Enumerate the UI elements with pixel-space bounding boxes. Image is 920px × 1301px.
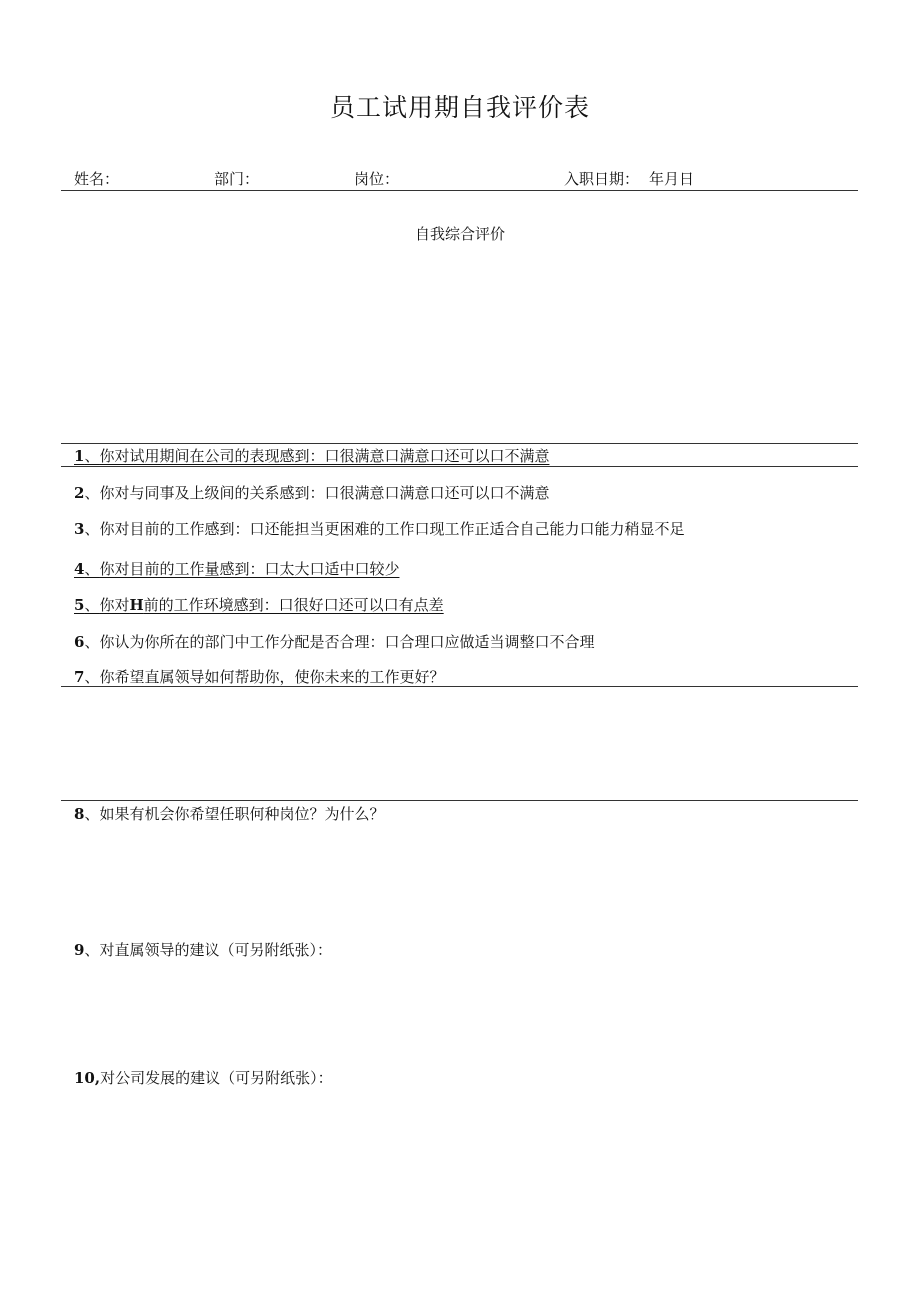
question-2 [74,482,549,503]
question-number: 9 [74,941,85,959]
question-text-part: H [129,596,144,614]
question-separator: 、 [84,633,100,651]
info-row [74,168,860,190]
question-text: 如果有机会你希望任职何种岗位？为什么？ [99,805,385,823]
question-8 [74,803,384,824]
name-label: 姓名： [74,170,120,188]
question-number: 5 [74,596,85,614]
divider-before-q8 [61,800,858,801]
question-separator: 、 [84,596,100,614]
question-6 [74,631,594,652]
section-title: 自我综合评价 [414,225,505,243]
question-text: 对公司发展的建议（可另附纸张）： [100,1069,333,1087]
question-number: 10, [74,1069,101,1087]
question-separator: 、 [84,805,100,823]
question-1 [74,445,549,466]
question-number: 7 [74,668,85,686]
question-5 [74,594,444,615]
question-text: 你对目前的工作感到：口还能担当更困难的工作口现工作正适合自己能力口能力稍显不足 [99,520,685,538]
question-separator: 、 [84,941,100,959]
divider-after-q7 [61,686,858,687]
question-number: 3 [74,520,85,538]
dept-label: 部门： [214,170,260,188]
question-separator: 、 [84,520,100,538]
question-number: 1 [74,447,85,465]
form-title: 员工试用期自我评价表 [329,93,590,122]
question-separator: 、 [84,447,100,465]
question-separator: 、 [84,560,100,578]
question-text-part: 前的工作环境感到：口很好口还可以口有点差 [143,596,444,614]
question-separator: 、 [84,668,100,686]
question-7 [74,666,444,687]
question-number: 8 [74,805,85,823]
entry-date-label: 入职日期： [564,170,640,188]
position-label: 岗位： [354,170,400,188]
question-3 [74,518,684,539]
question-text: 你对目前的工作量感到：口太大口适中口较少 [99,560,400,578]
question-number: 2 [74,484,85,502]
question-9 [74,939,332,960]
question-4 [74,558,399,579]
question-separator: 、 [84,484,100,502]
question-text: 对直属领导的建议（可另附纸张）： [99,941,332,959]
question-text-part: 你对 [99,596,130,614]
question-text: 你认为你所在的部门中工作分配是否合理：口合理口应做适当调整口不合理 [99,633,595,651]
question-text: 你对试用期间在公司的表现感到：口很满意口满意口还可以口不满意 [99,447,550,465]
question-number: 6 [74,633,85,651]
divider-before-q1 [61,443,858,444]
entry-date-value: 年月日 [649,170,695,188]
divider-info [61,190,858,191]
question-text: 你希望直属领导如何帮助你，使你未来的工作更好？ [99,668,445,686]
question-text: 你对与同事及上级间的关系感到：口很满意口满意口还可以口不满意 [99,484,550,502]
question-number: 4 [74,560,85,578]
question-10 [74,1067,333,1088]
divider-after-q1 [61,466,858,467]
